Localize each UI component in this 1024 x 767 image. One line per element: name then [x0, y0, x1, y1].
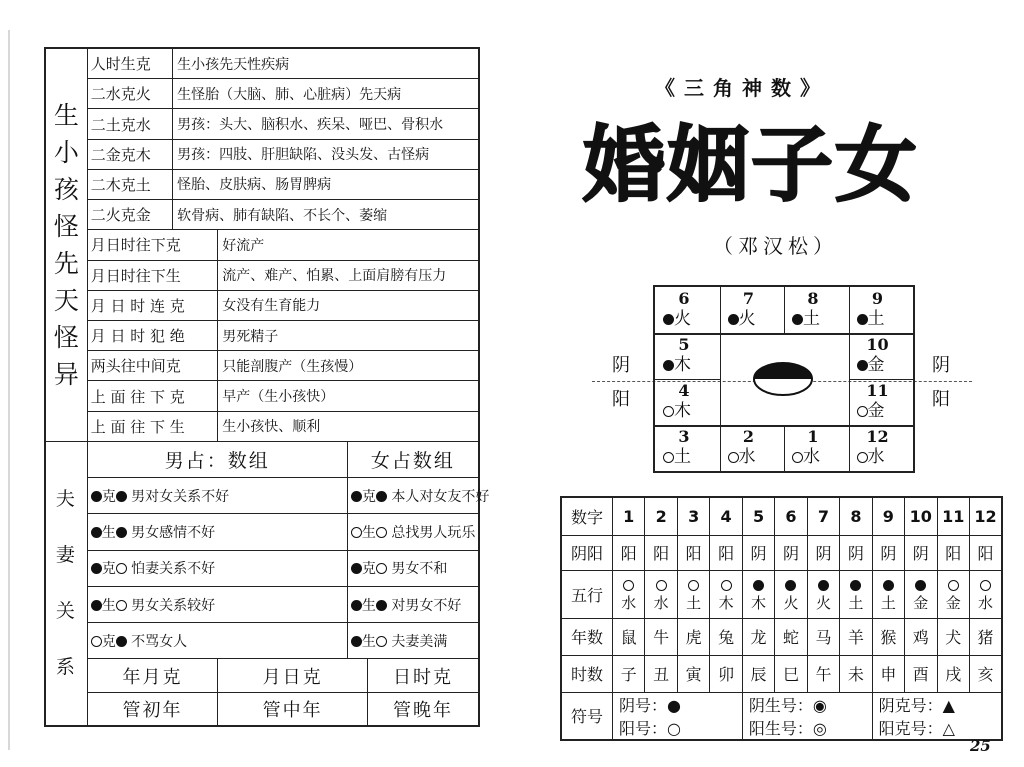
- filled-circle-icon: [91, 491, 102, 502]
- filled-circle-icon: [351, 491, 362, 502]
- table-cell: 辰: [742, 655, 774, 692]
- row-label: 年数: [561, 618, 613, 655]
- cell-element: 木: [663, 401, 691, 421]
- row-meaning: 软骨病、肺有缺陷、不长个、萎缩: [173, 200, 479, 230]
- title-char: 异: [53, 359, 79, 389]
- table-cell: [840, 570, 872, 618]
- table-cell: 6: [775, 497, 807, 535]
- table-cell: 猪: [969, 618, 1002, 655]
- congenital-row: [45, 290, 479, 320]
- table-cell: 阴: [905, 535, 937, 570]
- table-row: [561, 535, 1002, 570]
- cell-number: 7: [742, 289, 755, 308]
- hollow-circle-icon: [116, 563, 127, 574]
- element-text: 土: [848, 594, 864, 612]
- side-label-yin-right: 阴: [932, 355, 950, 376]
- grid-cell: [857, 381, 899, 421]
- row-meaning: 男孩：头大、脑积水、疾呆、哑巴、骨积水: [173, 109, 479, 139]
- element-text: 土: [880, 594, 896, 612]
- cell-number: 8: [807, 289, 819, 308]
- filled-circle-icon: [116, 491, 127, 502]
- row-condition: 二土克水: [87, 109, 172, 139]
- table-cell: 阳: [710, 535, 742, 570]
- filled-circle-icon: [351, 600, 362, 611]
- male-header: 男占：数组: [87, 441, 347, 477]
- element-text: 水: [621, 594, 637, 612]
- row-condition: 月 日 时 犯 绝: [87, 320, 218, 350]
- cell-element: 土: [663, 447, 691, 467]
- title-char: 孩: [53, 174, 79, 204]
- hollow-circle-icon: [663, 406, 674, 417]
- row-meaning: 流产、难产、怕累、上面肩膀有压力: [218, 260, 479, 290]
- table-cell: [742, 570, 774, 618]
- title-char: 夫: [55, 488, 77, 511]
- title-char: 小: [53, 137, 79, 167]
- table-cell: 卯: [710, 655, 742, 692]
- row-label: 五行: [561, 570, 613, 618]
- left-reference-table: [44, 47, 490, 727]
- table-cell: [613, 570, 645, 618]
- female-relation-text: 男女不和: [391, 561, 448, 578]
- filled-circle-icon: [91, 563, 102, 574]
- table-cell: 鼠: [613, 618, 645, 655]
- side-label-yin-left: 阴: [612, 355, 630, 376]
- hollow-circle-icon: [948, 580, 959, 591]
- table-cell: 犬: [937, 618, 969, 655]
- filled-circle-icon: [376, 600, 387, 611]
- table-cell: 10: [905, 497, 937, 535]
- table-cell: [807, 570, 839, 618]
- number-correspondence-table: [560, 496, 1003, 741]
- period-row: [45, 692, 479, 726]
- hollow-circle-icon: [116, 600, 127, 611]
- congenital-row: [45, 351, 479, 381]
- filled-circle-icon: [728, 314, 739, 325]
- period-cell: 管中年: [218, 692, 368, 726]
- period-cell: 管晚年: [367, 692, 479, 726]
- female-header: 女占数组: [347, 441, 479, 477]
- row-condition: 月 日 时 连 克: [87, 290, 218, 320]
- cell-element: 土: [792, 309, 820, 329]
- page-title: 婚姻子女: [583, 118, 920, 213]
- congenital-row: [45, 109, 479, 139]
- row-condition: 两头往中间克: [87, 351, 218, 381]
- series-title: 《三角神数》: [655, 76, 829, 100]
- element-text: 木: [718, 594, 734, 612]
- filled-circle-icon: [116, 636, 127, 647]
- hollow-circle-icon: [91, 636, 102, 647]
- table-cell: [677, 570, 709, 618]
- legend-entry: 阴生号：◉: [748, 695, 827, 715]
- side-label-yang-right: 阳: [932, 389, 950, 410]
- section-title-congenital: [45, 48, 87, 441]
- congenital-row: [45, 169, 479, 199]
- hollow-circle-icon: [857, 406, 868, 417]
- row-meaning: 男死精子: [218, 320, 479, 350]
- element-text: 金: [945, 594, 961, 612]
- table-cell: 3: [677, 497, 709, 535]
- male-relation: 克 男对女关系不好: [87, 478, 347, 514]
- female-relation: 生 夫妻美满: [347, 623, 479, 659]
- title-char: 生: [53, 100, 79, 130]
- table-cell: 兔: [710, 618, 742, 655]
- grid-cell: [792, 427, 834, 467]
- grid-line: [655, 379, 720, 380]
- grid-cell: [663, 427, 705, 467]
- grid-line: [849, 379, 914, 380]
- cell-number: 2: [742, 427, 755, 446]
- male-relation-text: 男对女关系不好: [131, 488, 230, 505]
- legend-row: [561, 692, 1002, 740]
- title-char: 先: [53, 248, 79, 278]
- table-cell: 虎: [677, 618, 709, 655]
- legend-cell: [742, 692, 872, 740]
- table-row: [561, 618, 1002, 655]
- table-cell: 申: [872, 655, 904, 692]
- filled-circle-icon: [857, 360, 868, 371]
- row-label: 时数: [561, 655, 613, 692]
- cell-number: 6: [678, 289, 690, 308]
- cell-element: 金: [857, 355, 885, 375]
- table-cell: 9: [872, 497, 904, 535]
- relation-row: [45, 478, 479, 514]
- yin-yang-oval-icon: [752, 361, 814, 397]
- male-relation-text: 男女感情不好: [131, 525, 216, 541]
- row-label: 符号: [561, 692, 613, 740]
- table-cell: 1: [613, 497, 645, 535]
- table-cell: 12: [969, 497, 1002, 535]
- filled-circle-icon: [915, 580, 926, 591]
- element-text: 火: [783, 594, 799, 612]
- table-cell: 阳: [969, 535, 1002, 570]
- filled-circle-icon: [91, 527, 102, 538]
- table-cell: 7: [807, 497, 839, 535]
- grid-line: [784, 425, 785, 471]
- hollow-circle-icon: [857, 452, 868, 463]
- row-meaning: 只能剖腹产（生孩慢）: [218, 351, 479, 381]
- legend-entry: 阳克号：△: [878, 718, 955, 738]
- cell-number: 9: [871, 289, 884, 308]
- filled-circle-icon: [850, 580, 861, 591]
- hollow-circle-icon: [656, 580, 667, 591]
- table-cell: 4: [710, 497, 742, 535]
- congenital-row: [45, 139, 479, 169]
- section-title-marriage: [45, 441, 87, 726]
- table-cell: [872, 570, 904, 618]
- legend-entry: 阳号：○: [619, 718, 681, 738]
- legend-entry: 阳生号：◎: [748, 718, 827, 738]
- hollow-circle-icon: [623, 580, 634, 591]
- table-cell: 丑: [645, 655, 677, 692]
- table-cell: 阳: [613, 535, 645, 570]
- relation-row: [45, 550, 479, 586]
- table-cell: [710, 570, 742, 618]
- table-cell: 阳: [645, 535, 677, 570]
- grid-line: [655, 333, 913, 335]
- cell-element: 水: [857, 447, 885, 467]
- relation-row: [45, 514, 479, 550]
- cell-element: 水: [728, 447, 756, 467]
- female-relation-text: 夫妻美满: [391, 633, 448, 650]
- row-meaning: 生怪胎（大脑、肺、心脏病）先天病: [173, 79, 479, 109]
- grid-cell: [663, 289, 705, 329]
- male-relation: 生 男女感情不好: [87, 514, 347, 550]
- row-meaning: 男孩：四肢、肝胆缺陷、没头发、古怪病: [173, 139, 479, 169]
- table-cell: [645, 570, 677, 618]
- relation-header-row: [45, 441, 479, 477]
- hollow-circle-icon: [980, 580, 991, 591]
- row-condition: 二木克土: [87, 169, 172, 199]
- table-cell: [937, 570, 969, 618]
- table-cell: 牛: [645, 618, 677, 655]
- male-relation-text: 男女关系较好: [131, 597, 216, 614]
- table-cell: [969, 570, 1002, 618]
- cell-number: 10: [866, 335, 889, 354]
- table-cell: 阴: [775, 535, 807, 570]
- element-text: 木: [751, 594, 767, 612]
- table-row: [561, 655, 1002, 692]
- row-meaning: 女没有生育能力: [218, 290, 479, 320]
- element-text: 水: [653, 594, 669, 612]
- grid-line: [784, 287, 785, 333]
- table-cell: 酉: [905, 655, 937, 692]
- row-meaning: 好流产: [218, 230, 479, 260]
- row-condition: 二金克木: [87, 139, 172, 169]
- row-condition: 上 面 往 下 克: [87, 381, 218, 411]
- filled-circle-icon: [883, 580, 894, 591]
- row-condition: 二水克火: [87, 79, 172, 109]
- hollow-circle-icon: [663, 452, 674, 463]
- filled-circle-icon: [116, 527, 127, 538]
- table-cell: 戌: [937, 655, 969, 692]
- period-row: [45, 659, 479, 692]
- table-cell: 寅: [677, 655, 709, 692]
- table-cell: 马: [807, 618, 839, 655]
- female-relation-text: 对男女不好: [391, 597, 462, 614]
- title-char: 关: [55, 600, 77, 623]
- filled-circle-icon: [857, 314, 868, 325]
- cell-element: 火: [728, 309, 756, 329]
- cell-element: 土: [857, 309, 885, 329]
- grid-cell: [728, 427, 770, 467]
- grid-line: [720, 287, 721, 471]
- cell-element: 金: [857, 401, 885, 421]
- congenital-row: [45, 79, 479, 109]
- row-meaning: 生小孩先天性疾病: [173, 48, 479, 79]
- row-condition: 月日时往下克: [87, 230, 218, 260]
- legend-cell: [613, 692, 743, 740]
- female-relation-text: 本人对女友不好: [391, 488, 490, 505]
- cell-number: 4: [678, 381, 690, 400]
- table-cell: 阳: [937, 535, 969, 570]
- table-cell: 龙: [742, 618, 774, 655]
- relation-row: [45, 586, 479, 622]
- grid-cell: [792, 289, 834, 329]
- period-cell: 管初年: [87, 692, 218, 726]
- period-cell: 年月克: [87, 659, 218, 692]
- cell-element: 木: [663, 355, 691, 375]
- hollow-circle-icon: [376, 563, 387, 574]
- female-relation: 克 本人对女友不好: [347, 478, 479, 514]
- table-cell: 阴: [742, 535, 774, 570]
- filled-circle-icon: [91, 600, 102, 611]
- table-cell: 午: [807, 655, 839, 692]
- female-relation: 克 男女不和: [347, 550, 479, 586]
- table-cell: 猴: [872, 618, 904, 655]
- cell-number: 11: [866, 381, 889, 400]
- title-char: 系: [55, 656, 77, 679]
- table-cell: [905, 570, 937, 618]
- legend-cell: [872, 692, 1002, 740]
- side-label-yang-left: 阳: [612, 389, 630, 410]
- hollow-circle-icon: [728, 452, 739, 463]
- grid-cell: [857, 289, 899, 329]
- table-cell: 2: [645, 497, 677, 535]
- title-char: 怪: [53, 322, 79, 352]
- filled-circle-icon: [663, 314, 674, 325]
- element-text: 土: [686, 594, 702, 612]
- female-relation: 生 对男女不好: [347, 586, 479, 622]
- table-cell: 子: [613, 655, 645, 692]
- male-relation: 克 不骂女人: [87, 623, 347, 659]
- table-cell: 蛇: [775, 618, 807, 655]
- table-cell: 巳: [775, 655, 807, 692]
- table-cell: [775, 570, 807, 618]
- row-meaning: 生小孩快、顺利: [218, 411, 479, 441]
- grid-cell: [663, 335, 705, 375]
- page-edge: [8, 30, 10, 750]
- congenital-row: [45, 411, 479, 441]
- row-condition: 二火克金: [87, 200, 172, 230]
- row-meaning: 早产（生小孩快）: [218, 381, 479, 411]
- hollow-circle-icon: [376, 636, 387, 647]
- filled-circle-icon: [785, 580, 796, 591]
- cell-element: 火: [663, 309, 691, 329]
- title-char: 怪: [53, 211, 79, 241]
- filled-circle-icon: [663, 360, 674, 371]
- table-cell: 阴: [840, 535, 872, 570]
- cell-number: 12: [866, 427, 889, 446]
- legend-entry: 阴克号：▲: [878, 695, 955, 715]
- table-row: [561, 570, 1002, 618]
- hollow-circle-icon: [792, 452, 803, 463]
- legend-entry: 阴号：●: [619, 695, 681, 715]
- table-cell: 8: [840, 497, 872, 535]
- female-relation-text: 总找男人玩乐: [391, 525, 476, 541]
- element-text: 火: [815, 594, 831, 612]
- period-cell: 日时克: [367, 659, 479, 692]
- grid-cell: [857, 427, 899, 467]
- female-relation: 生 总找男人玩乐: [347, 514, 479, 550]
- grid-cell: [857, 335, 899, 375]
- table-row: [561, 497, 1002, 535]
- row-meaning: 怪胎、皮肤病、肠胃脾病: [173, 169, 479, 199]
- filled-circle-icon: [753, 580, 764, 591]
- hollow-circle-icon: [351, 527, 362, 538]
- author-line: （邓汉松）: [713, 234, 838, 258]
- filled-circle-icon: [351, 636, 362, 647]
- grid-line: [849, 287, 850, 471]
- row-condition: 月日时往下生: [87, 260, 218, 290]
- table-cell: 阴: [872, 535, 904, 570]
- congenital-row: [45, 48, 479, 79]
- congenital-row: [45, 260, 479, 290]
- congenital-row: [45, 200, 479, 230]
- table-cell: 鸡: [905, 618, 937, 655]
- male-relation-text: 不骂女人: [131, 633, 188, 650]
- period-cell: 月日克: [218, 659, 368, 692]
- male-relation-text: 怕妻关系不好: [131, 561, 216, 578]
- table-cell: 5: [742, 497, 774, 535]
- page-number: 25: [970, 737, 991, 755]
- hollow-circle-icon: [376, 527, 387, 538]
- table-cell: 未: [840, 655, 872, 692]
- male-relation: 生 男女关系较好: [87, 586, 347, 622]
- table-cell: 羊: [840, 618, 872, 655]
- title-char: 妻: [55, 544, 77, 567]
- row-label: 阴阳: [561, 535, 613, 570]
- hollow-circle-icon: [721, 580, 732, 591]
- element-text: 水: [977, 594, 993, 612]
- row-label: 数字: [561, 497, 613, 535]
- hollow-circle-icon: [688, 580, 699, 591]
- grid-cell: [663, 381, 705, 421]
- cell-number: 5: [678, 335, 690, 354]
- table-cell: 亥: [969, 655, 1002, 692]
- relation-row: [45, 623, 479, 659]
- table-cell: 阳: [677, 535, 709, 570]
- row-condition: 人时生克: [87, 48, 172, 79]
- congenital-row: [45, 230, 479, 260]
- cell-element: 水: [792, 447, 820, 467]
- congenital-row: [45, 381, 479, 411]
- element-text: 金: [913, 594, 929, 612]
- filled-circle-icon: [376, 491, 387, 502]
- cell-number: 1: [807, 427, 819, 446]
- filled-circle-icon: [818, 580, 829, 591]
- row-condition: 上 面 往 下 生: [87, 411, 218, 441]
- congenital-row: [45, 320, 479, 350]
- title-char: 天: [53, 285, 79, 315]
- table-cell: 阴: [807, 535, 839, 570]
- table-cell: 11: [937, 497, 969, 535]
- filled-circle-icon: [351, 563, 362, 574]
- cell-number: 3: [678, 427, 690, 446]
- filled-circle-icon: [792, 314, 803, 325]
- grid-cell: [728, 289, 770, 329]
- male-relation: 克 怕妻关系不好: [87, 550, 347, 586]
